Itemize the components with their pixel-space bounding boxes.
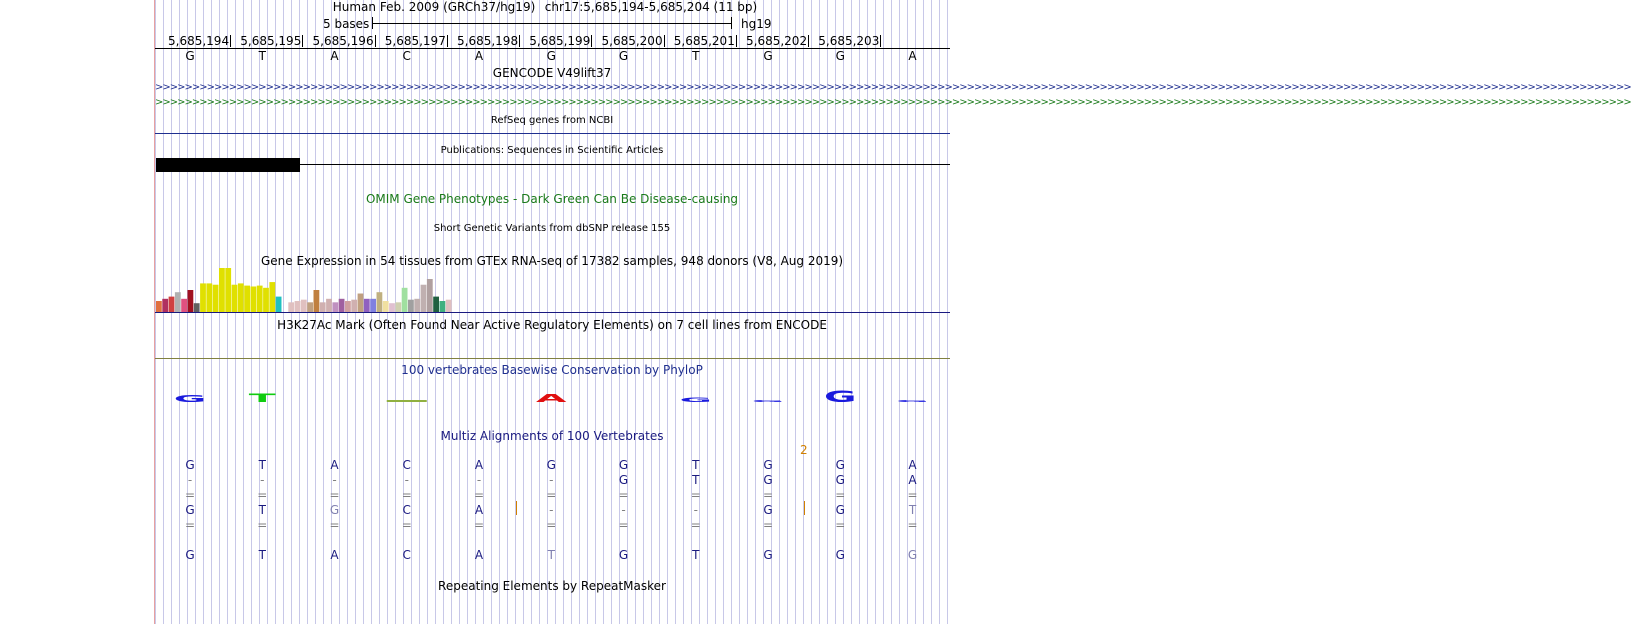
gtex-bar[interactable] — [288, 302, 294, 312]
alignment-base: G — [763, 473, 773, 487]
gtex-bar[interactable] — [389, 303, 395, 312]
alignment-base: = — [618, 488, 629, 502]
gtex-bar[interactable] — [276, 297, 282, 312]
alignment-base: G — [835, 473, 845, 487]
gtex-bar[interactable] — [269, 282, 275, 312]
gencode-track-title: GENCODE V49lift37 — [492, 66, 612, 80]
base-letter: G — [546, 49, 556, 63]
alignment-base: T — [692, 473, 700, 487]
gtex-bar[interactable] — [238, 283, 244, 312]
alignment-base: = — [257, 488, 268, 502]
gtex-bar[interactable] — [314, 290, 320, 312]
alignment-base: A — [908, 473, 917, 487]
gtex-barchart[interactable] — [155, 266, 950, 314]
alignment-base: = — [184, 518, 196, 532]
phylop-letter — [387, 400, 427, 402]
alignment-base: - — [404, 473, 409, 487]
gtex-bar[interactable] — [446, 300, 452, 312]
alignment-base: A — [474, 458, 484, 472]
phylop-letter: G — [751, 399, 785, 403]
gtex-bar[interactable] — [370, 299, 376, 312]
gtex-bar[interactable] — [320, 302, 326, 312]
alignment-base: = — [618, 518, 629, 532]
alignment-base: = — [907, 488, 918, 502]
gtex-bar[interactable] — [358, 294, 364, 312]
gtex-bar[interactable] — [301, 300, 307, 312]
alignment-base: = — [401, 488, 412, 502]
gtex-bar[interactable] — [206, 283, 212, 312]
gtex-bar[interactable] — [332, 302, 338, 312]
alignment-base: = — [690, 518, 701, 532]
alignment-base: A — [330, 458, 339, 472]
alignment-base: = — [329, 518, 340, 532]
alignment-base: A — [908, 458, 917, 472]
alignment-base: T — [908, 503, 917, 517]
alignment-base: G — [763, 548, 773, 562]
base-letter: G — [835, 49, 845, 63]
ruler-tick — [591, 35, 592, 47]
gtex-bar[interactable] — [414, 299, 420, 312]
alignment-base: G — [618, 548, 629, 562]
phylop-letter: T — [248, 391, 276, 405]
alignment-base: = — [835, 488, 846, 502]
alignment-base: T — [258, 548, 266, 562]
gtex-bar[interactable] — [200, 283, 206, 312]
ruler-tick — [519, 35, 520, 47]
assembly-title: Human Feb. 2009 (GRCh37/hg19) — [332, 0, 536, 14]
gtex-bar[interactable] — [395, 302, 401, 312]
alignment-base: T — [258, 503, 266, 517]
refseq-feature[interactable] — [155, 133, 950, 134]
multiz-track-title: Multiz Alignments of 100 Vertebrates — [440, 429, 664, 443]
gtex-bar[interactable] — [345, 301, 351, 312]
phylop-track-title: 100 vertebrates Basewise Conservation by PhyloP — [401, 363, 703, 377]
insertion-marker — [516, 501, 517, 515]
gtex-track-title: Gene Expression in 54 tissues from GTEx RNA-seq of 17382 samples, 948 donors (V8, Aug 2019) — [260, 254, 844, 268]
alignment-base: G — [185, 503, 195, 517]
ruler-position-label: 5,685,194 — [168, 34, 230, 48]
alignment-base: - — [621, 503, 626, 517]
alignment-base: - — [693, 503, 698, 517]
gtex-bar[interactable] — [175, 292, 181, 312]
alignment-base: = — [401, 518, 412, 532]
alignment-base: G — [618, 473, 629, 487]
refseq-track-title: RefSeq genes from NCBI — [490, 115, 614, 126]
ruler-tick — [302, 35, 303, 47]
ruler-tick — [447, 35, 448, 47]
alignment-base: G — [763, 458, 773, 472]
alignment-base: = — [473, 488, 485, 502]
gtex-bar[interactable] — [225, 268, 231, 312]
ruler-position-label: 5,685,199 — [529, 34, 591, 48]
scale-text: 5 bases — [323, 17, 370, 31]
gtex-bar[interactable] — [427, 279, 433, 312]
ruler-position-label: 5,685,203 — [818, 34, 880, 48]
ruler-position-label: 5,685,201 — [673, 34, 735, 48]
alignment-base: = — [835, 518, 846, 532]
alignment-base: G — [835, 458, 845, 472]
alignment-base: = — [546, 488, 557, 502]
base-letter: G — [618, 49, 629, 63]
h3k27ac-track-title: H3K27Ac Mark (Often Found Near Active Regulatory Elements) on 7 cell lines from ENCODE — [277, 318, 827, 332]
phylop-letter: G — [679, 396, 712, 404]
ruler-position-label: 5,685,198 — [457, 34, 519, 48]
ruler-position-label: 5,685,200 — [601, 34, 663, 48]
gtex-bar[interactable] — [295, 301, 301, 312]
gtex-bar[interactable] — [257, 286, 263, 312]
alignment-base: T — [547, 548, 555, 562]
gtex-bar[interactable] — [213, 285, 219, 312]
h3k27ac-baseline — [155, 358, 950, 359]
sequence-block[interactable] — [156, 158, 300, 172]
db-label: hg19 — [741, 17, 772, 31]
gtex-bar[interactable] — [169, 297, 175, 312]
ruler-position-label: 5,685,197 — [384, 34, 446, 48]
gtex-bar[interactable] — [232, 285, 238, 312]
alignment-base: T — [692, 458, 700, 472]
gtex-bar[interactable] — [402, 288, 408, 312]
gtex-bar[interactable] — [339, 299, 345, 312]
base-letter: A — [908, 49, 917, 63]
alignment-base: - — [476, 473, 482, 487]
base-letter: A — [474, 49, 484, 63]
alignment-base: = — [473, 518, 485, 532]
base-letter: T — [692, 49, 700, 63]
gtex-bar[interactable] — [251, 286, 257, 312]
gtex-bar[interactable] — [263, 288, 269, 312]
gtex-bar[interactable] — [181, 299, 187, 312]
gtex-bar[interactable] — [364, 299, 370, 312]
alignment-base: = — [762, 518, 774, 532]
alignment-base: C — [402, 503, 411, 517]
alignment-base: G — [185, 458, 195, 472]
sequence-line[interactable] — [300, 164, 950, 165]
phylop-letter: G — [896, 399, 929, 403]
alignment-base: G — [835, 503, 845, 517]
publications-track-title: Publications: Sequences in Scientific Articles — [440, 145, 664, 156]
ruler-tick — [736, 35, 737, 47]
alignment-base: = — [329, 488, 340, 502]
gtex-bar[interactable] — [351, 300, 357, 312]
ruler-position-label: 5,685,195 — [240, 34, 302, 48]
alignment-base: C — [402, 548, 411, 562]
alignment-base: - — [187, 473, 193, 487]
alignment-base: = — [546, 518, 557, 532]
alignment-base: = — [257, 518, 268, 532]
ruler-tick — [808, 35, 809, 47]
gtex-bar[interactable] — [421, 285, 427, 312]
gtex-bar[interactable] — [156, 301, 162, 312]
insertion-marker — [804, 501, 805, 515]
base-letter: T — [258, 49, 266, 63]
gtex-bar[interactable] — [440, 301, 446, 312]
gtex-bar[interactable] — [194, 303, 200, 312]
alignment-base: = — [184, 488, 196, 502]
gtex-bar[interactable] — [307, 302, 313, 312]
base-letter: G — [185, 49, 195, 63]
gtex-bar[interactable] — [383, 301, 389, 312]
gtex-bar[interactable] — [219, 268, 225, 312]
alignment-base: = — [907, 518, 918, 532]
alignment-base: G — [185, 548, 195, 562]
track-labels — [0, 0, 156, 624]
alignment-base: - — [260, 473, 265, 487]
gtex-bar[interactable] — [188, 290, 194, 312]
alignment-base: - — [549, 473, 554, 487]
alignment-base: G — [763, 503, 773, 517]
phylop-letter: A — [535, 391, 567, 405]
gtex-bar[interactable] — [433, 297, 439, 312]
repeatmasker-track-title: Repeating Elements by RepeatMasker — [438, 579, 666, 593]
gene1-feature[interactable]: >>>>>>>>>>>>>>>>>>>>>>>>>>>>>>>>>>>>>>>>>>>>>>>>>>>>>>>>>>>>>>>>>>>>>>>>>>>>>>>>>>>>>>>>>>>>>>>>>>>>>>>>>>>>>>>>>>>>>>>>>>>>>>>>>>>>>>>>>>>>>>>>>>>>>>>>>>>>>>>>>>>>>>>>>>>>>>>>>>>>>>>>>>>>>>>>>>>>>>>> — [155, 82, 1631, 93]
alignment-base: A — [474, 548, 484, 562]
base-letter: G — [763, 49, 773, 63]
alignment-base: G — [835, 548, 845, 562]
base-letter: C — [402, 49, 411, 63]
alignment-base: C — [402, 458, 411, 472]
gap-count: 2 — [800, 443, 808, 457]
ruler-tick — [375, 35, 376, 47]
ruler-position-label: 5,685,196 — [312, 34, 374, 48]
phylop-letter: G — [173, 392, 207, 405]
gtex-bar[interactable] — [377, 292, 383, 312]
scale-bar — [372, 17, 732, 29]
alignment-base: G — [907, 548, 918, 562]
alignment-base: T — [692, 548, 700, 562]
phylop-logo[interactable] — [155, 380, 950, 410]
gtex-bar[interactable] — [326, 299, 332, 312]
track-image[interactable] — [155, 0, 1631, 624]
ruler-position-label: 5,685,202 — [746, 34, 808, 48]
alignment-base: G — [546, 458, 556, 472]
ruler-tick — [664, 35, 665, 47]
omim-track-title: OMIM Gene Phenotypes - Dark Green Can Be Disease-causing — [365, 192, 739, 206]
base-letter: A — [330, 49, 339, 63]
alignment-base: = — [690, 488, 701, 502]
gtex-bar[interactable] — [162, 299, 168, 312]
alignment-base: A — [330, 548, 339, 562]
alignment-base: = — [762, 488, 774, 502]
ruler-tick — [880, 35, 881, 47]
dbsnp-track-title: Short Genetic Variants from dbSNP release 155 — [433, 223, 671, 234]
alignment-base: T — [258, 458, 266, 472]
alignment-base: A — [474, 503, 484, 517]
gtex-bar[interactable] — [244, 286, 250, 312]
alignment-base: G — [329, 503, 340, 517]
gtex-baseline — [155, 312, 950, 313]
alignment-base: - — [549, 503, 554, 517]
phylop-letter: G — [823, 387, 857, 407]
alignment-base: G — [618, 458, 629, 472]
gtex-bar[interactable] — [408, 300, 414, 312]
gene2-feature[interactable]: >>>>>>>>>>>>>>>>>>>>>>>>>>>>>>>>>>>>>>>>>>>>>>>>>>>>>>>>>>>>>>>>>>>>>>>>>>>>>>>>>>>>>>>>>>>>>>>>>>>>>>>>>>>>>>>>>>>>>>>>>>>>>>>>>>>>>>>>>>>>>>>>>>>>>>>>>>>>>>>>>>>>>>>>>>>>>>>>>>>>>>>>>>>>>>>>>>>>>>>> — [155, 97, 1631, 108]
alignment-base: - — [332, 473, 337, 487]
position-title: chr17:5,685,194-5,685,204 (11 bp) — [544, 0, 758, 14]
ruler-tick — [230, 35, 231, 47]
